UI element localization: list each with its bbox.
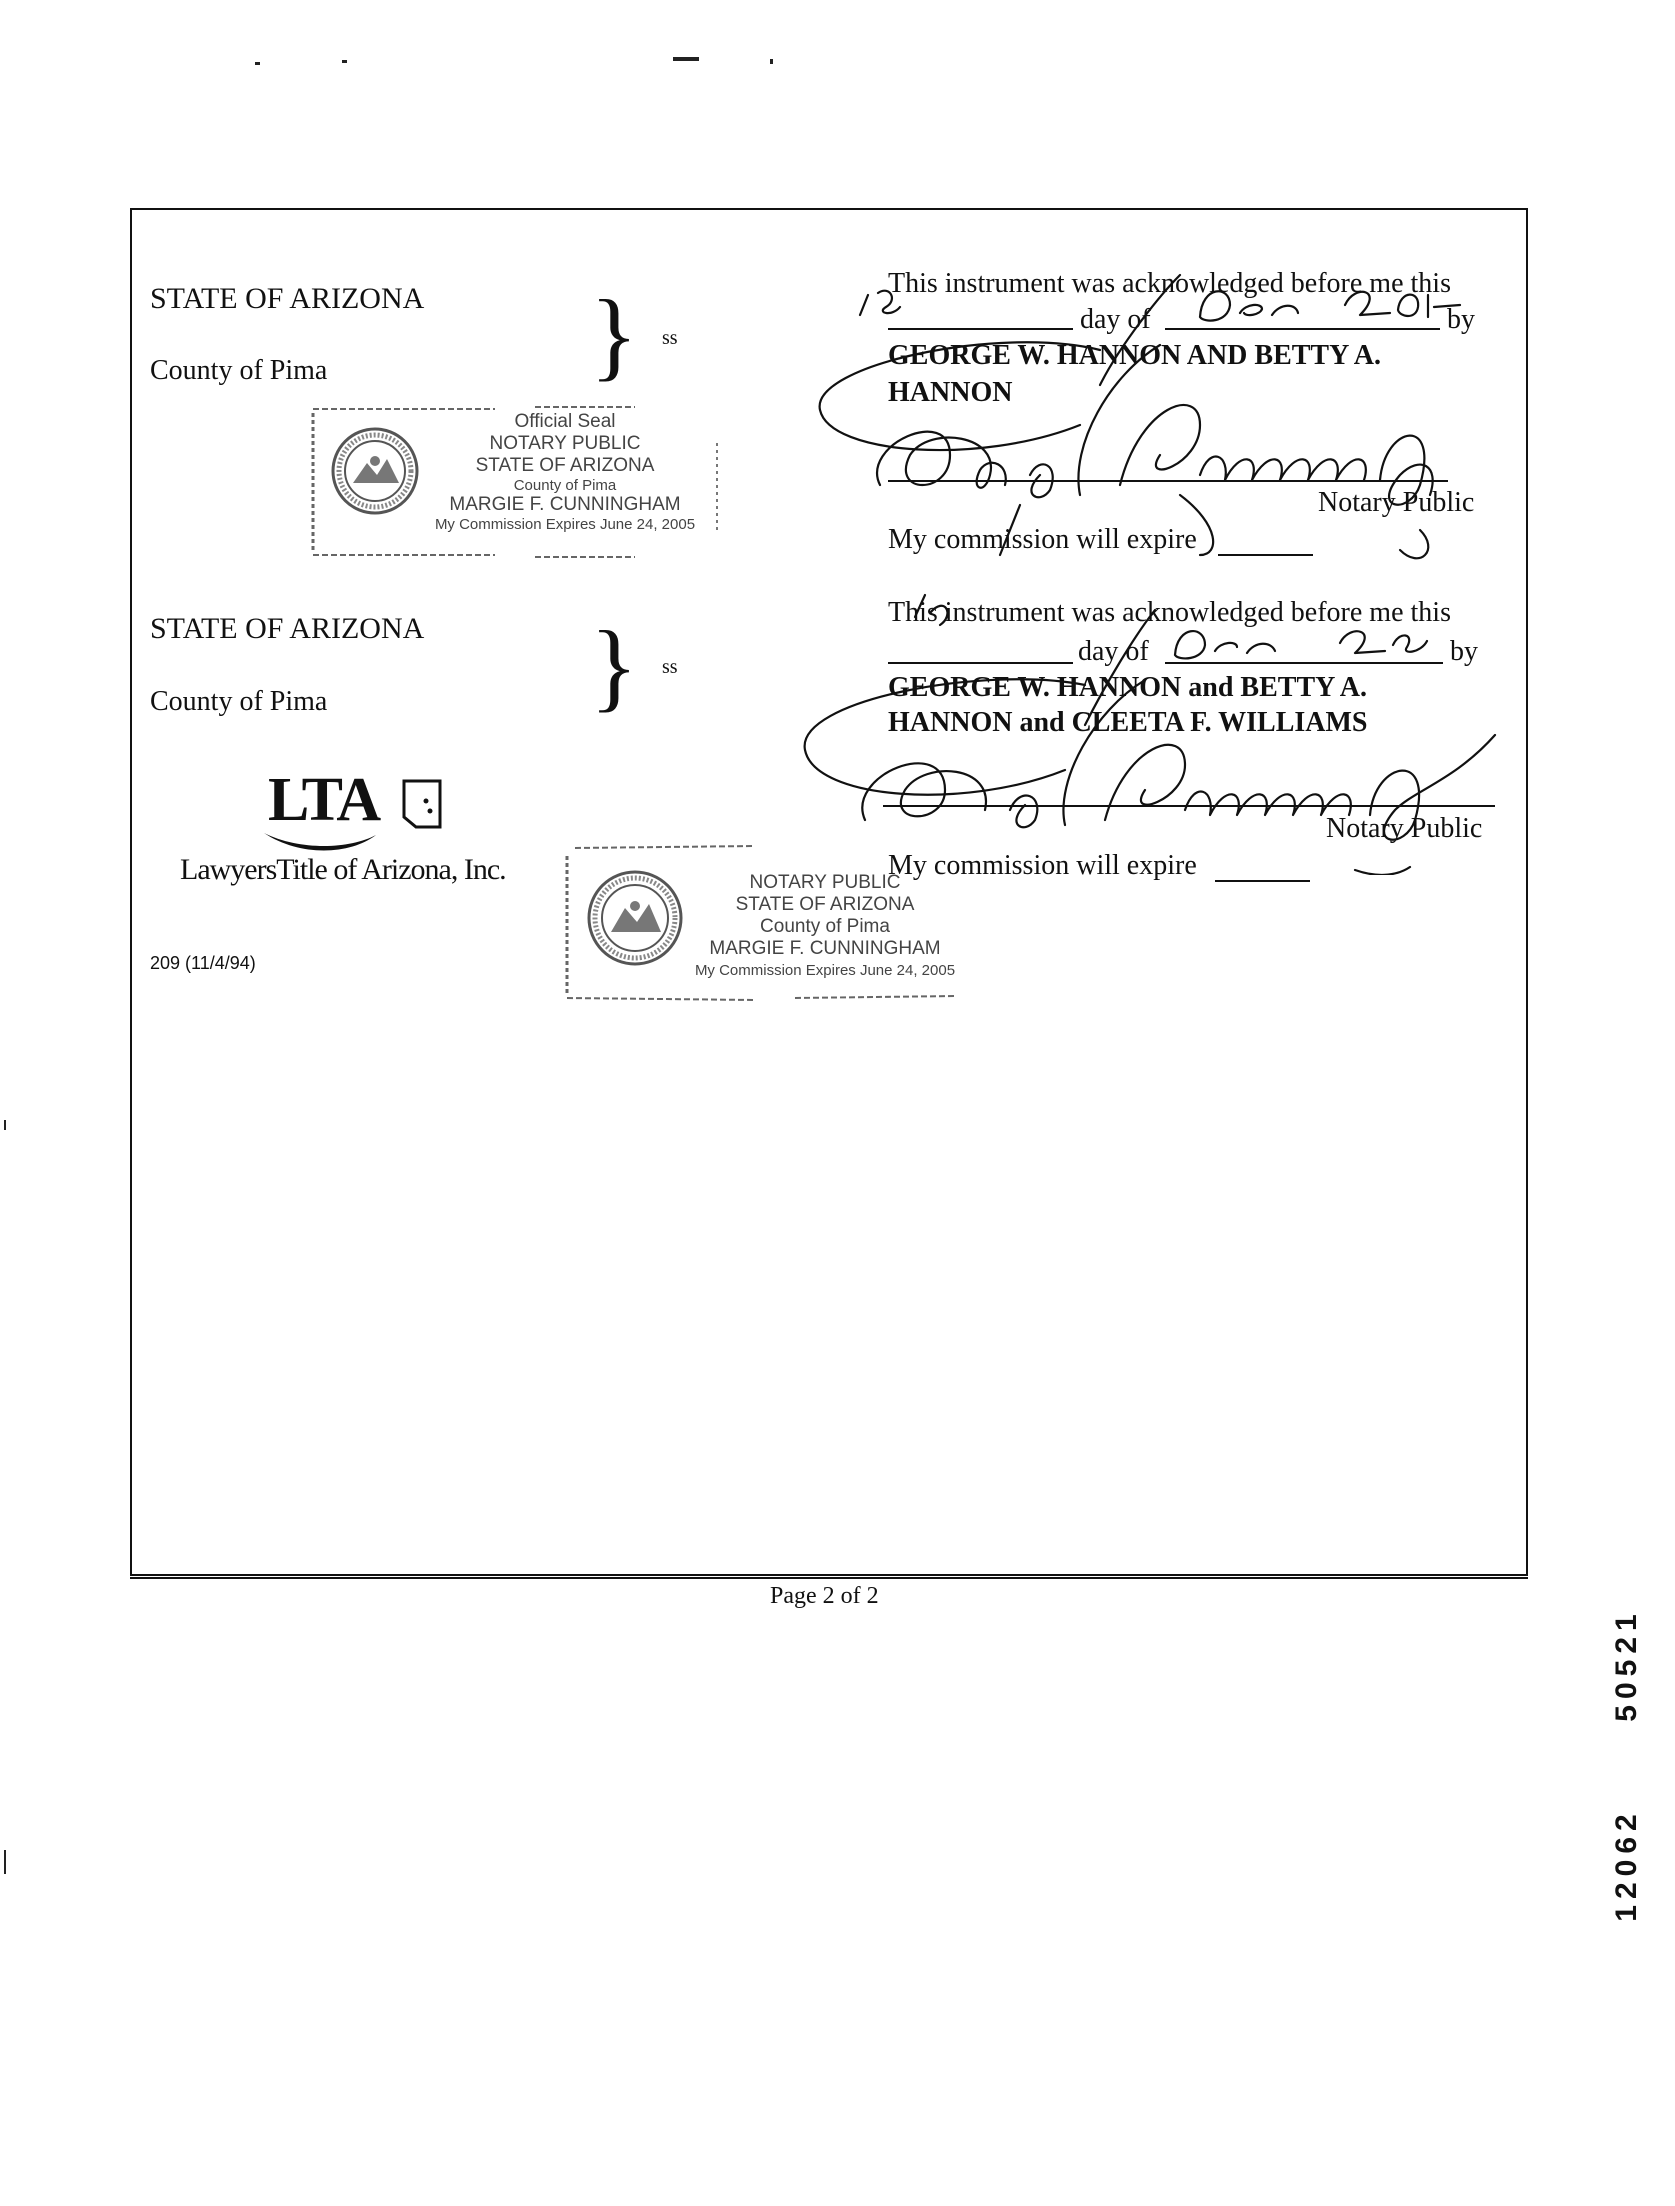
ss-label: ss — [662, 656, 678, 678]
stamp-line: Official Seal — [514, 411, 616, 432]
stamp-line: County of Pima — [760, 916, 890, 937]
form-number: 209 (11/4/94) — [150, 953, 256, 973]
stamp-line: NOTARY PUBLIC — [489, 433, 641, 454]
scan-speck — [673, 57, 699, 61]
signers-line: GEORGE W. HANNON and BETTY A. — [888, 672, 1367, 703]
margin-number-lower — [1607, 1790, 1647, 1940]
margin-number-upper — [1607, 1590, 1647, 1740]
margin-number-text: 50521 — [1610, 1608, 1643, 1722]
company-name: LawyersTitle of Arizona, Inc. — [180, 853, 506, 886]
commission-text: My commission will expire — [888, 850, 1197, 881]
arizona-map-icon — [400, 777, 446, 831]
notary-stamp — [305, 403, 725, 563]
arizona-seal-icon — [333, 429, 417, 513]
scan-speck — [342, 60, 347, 63]
notary-public-label: Notary Public — [1326, 813, 1483, 844]
commission-text: My commission will expire — [888, 524, 1197, 555]
state-label: STATE OF ARIZONA — [150, 282, 425, 315]
notary-public-label: Notary Public — [1318, 487, 1475, 518]
signers-line: HANNON — [888, 377, 1013, 408]
venue-brace: } — [590, 610, 638, 721]
by-text: by — [1447, 304, 1475, 335]
by-text: by — [1450, 636, 1478, 667]
acknowledgment-text: This instrument was acknowledged before me this — [888, 597, 1451, 628]
handwritten-signature-1 — [800, 255, 1520, 565]
page-number: Page 2 of 2 — [770, 1583, 879, 1609]
scan-speck — [770, 59, 773, 64]
stamp-line: STATE OF ARIZONA — [475, 455, 655, 476]
county-label: County of Pima — [150, 355, 328, 386]
acknowledgment-text: This instrument was acknowledged before me this — [888, 268, 1451, 299]
scan-speck — [255, 62, 260, 65]
signers-line: GEORGE W. HANNON AND BETTY A. — [888, 340, 1381, 371]
handwritten-signature-2 — [795, 585, 1515, 875]
day-of-text: day of — [1078, 636, 1149, 667]
logo-monogram: LTA — [268, 766, 380, 834]
ss-label: ss — [662, 327, 678, 349]
stamp-line: STATE OF ARIZONA — [735, 894, 915, 915]
footer-rule — [130, 1577, 1528, 1579]
county-label: County of Pima — [150, 686, 328, 717]
stamp-line: County of Pima — [513, 477, 617, 494]
signers-line: HANNON and CLEETA F. WILLIAMS — [888, 707, 1368, 738]
company-logo — [180, 765, 560, 905]
scan-speck — [4, 1850, 6, 1874]
day-of-text: day of — [1080, 304, 1151, 335]
state-label: STATE OF ARIZONA — [150, 612, 425, 645]
stamp-line: My Commission Expires June 24, 2005 — [694, 962, 956, 979]
venue-brace: } — [590, 279, 638, 390]
stamp-line: MARGIE F. CUNNINGHAM — [709, 938, 941, 959]
arizona-seal-icon — [589, 872, 681, 964]
stamp-line: MARGIE F. CUNNINGHAM — [449, 494, 681, 515]
scan-speck — [4, 1120, 6, 1130]
commission-blank — [1215, 880, 1310, 882]
stamp-line: NOTARY PUBLIC — [749, 872, 901, 893]
margin-number-text: 12062 — [1610, 1808, 1643, 1922]
stamp-line: My Commission Expires June 24, 2005 — [434, 516, 696, 533]
